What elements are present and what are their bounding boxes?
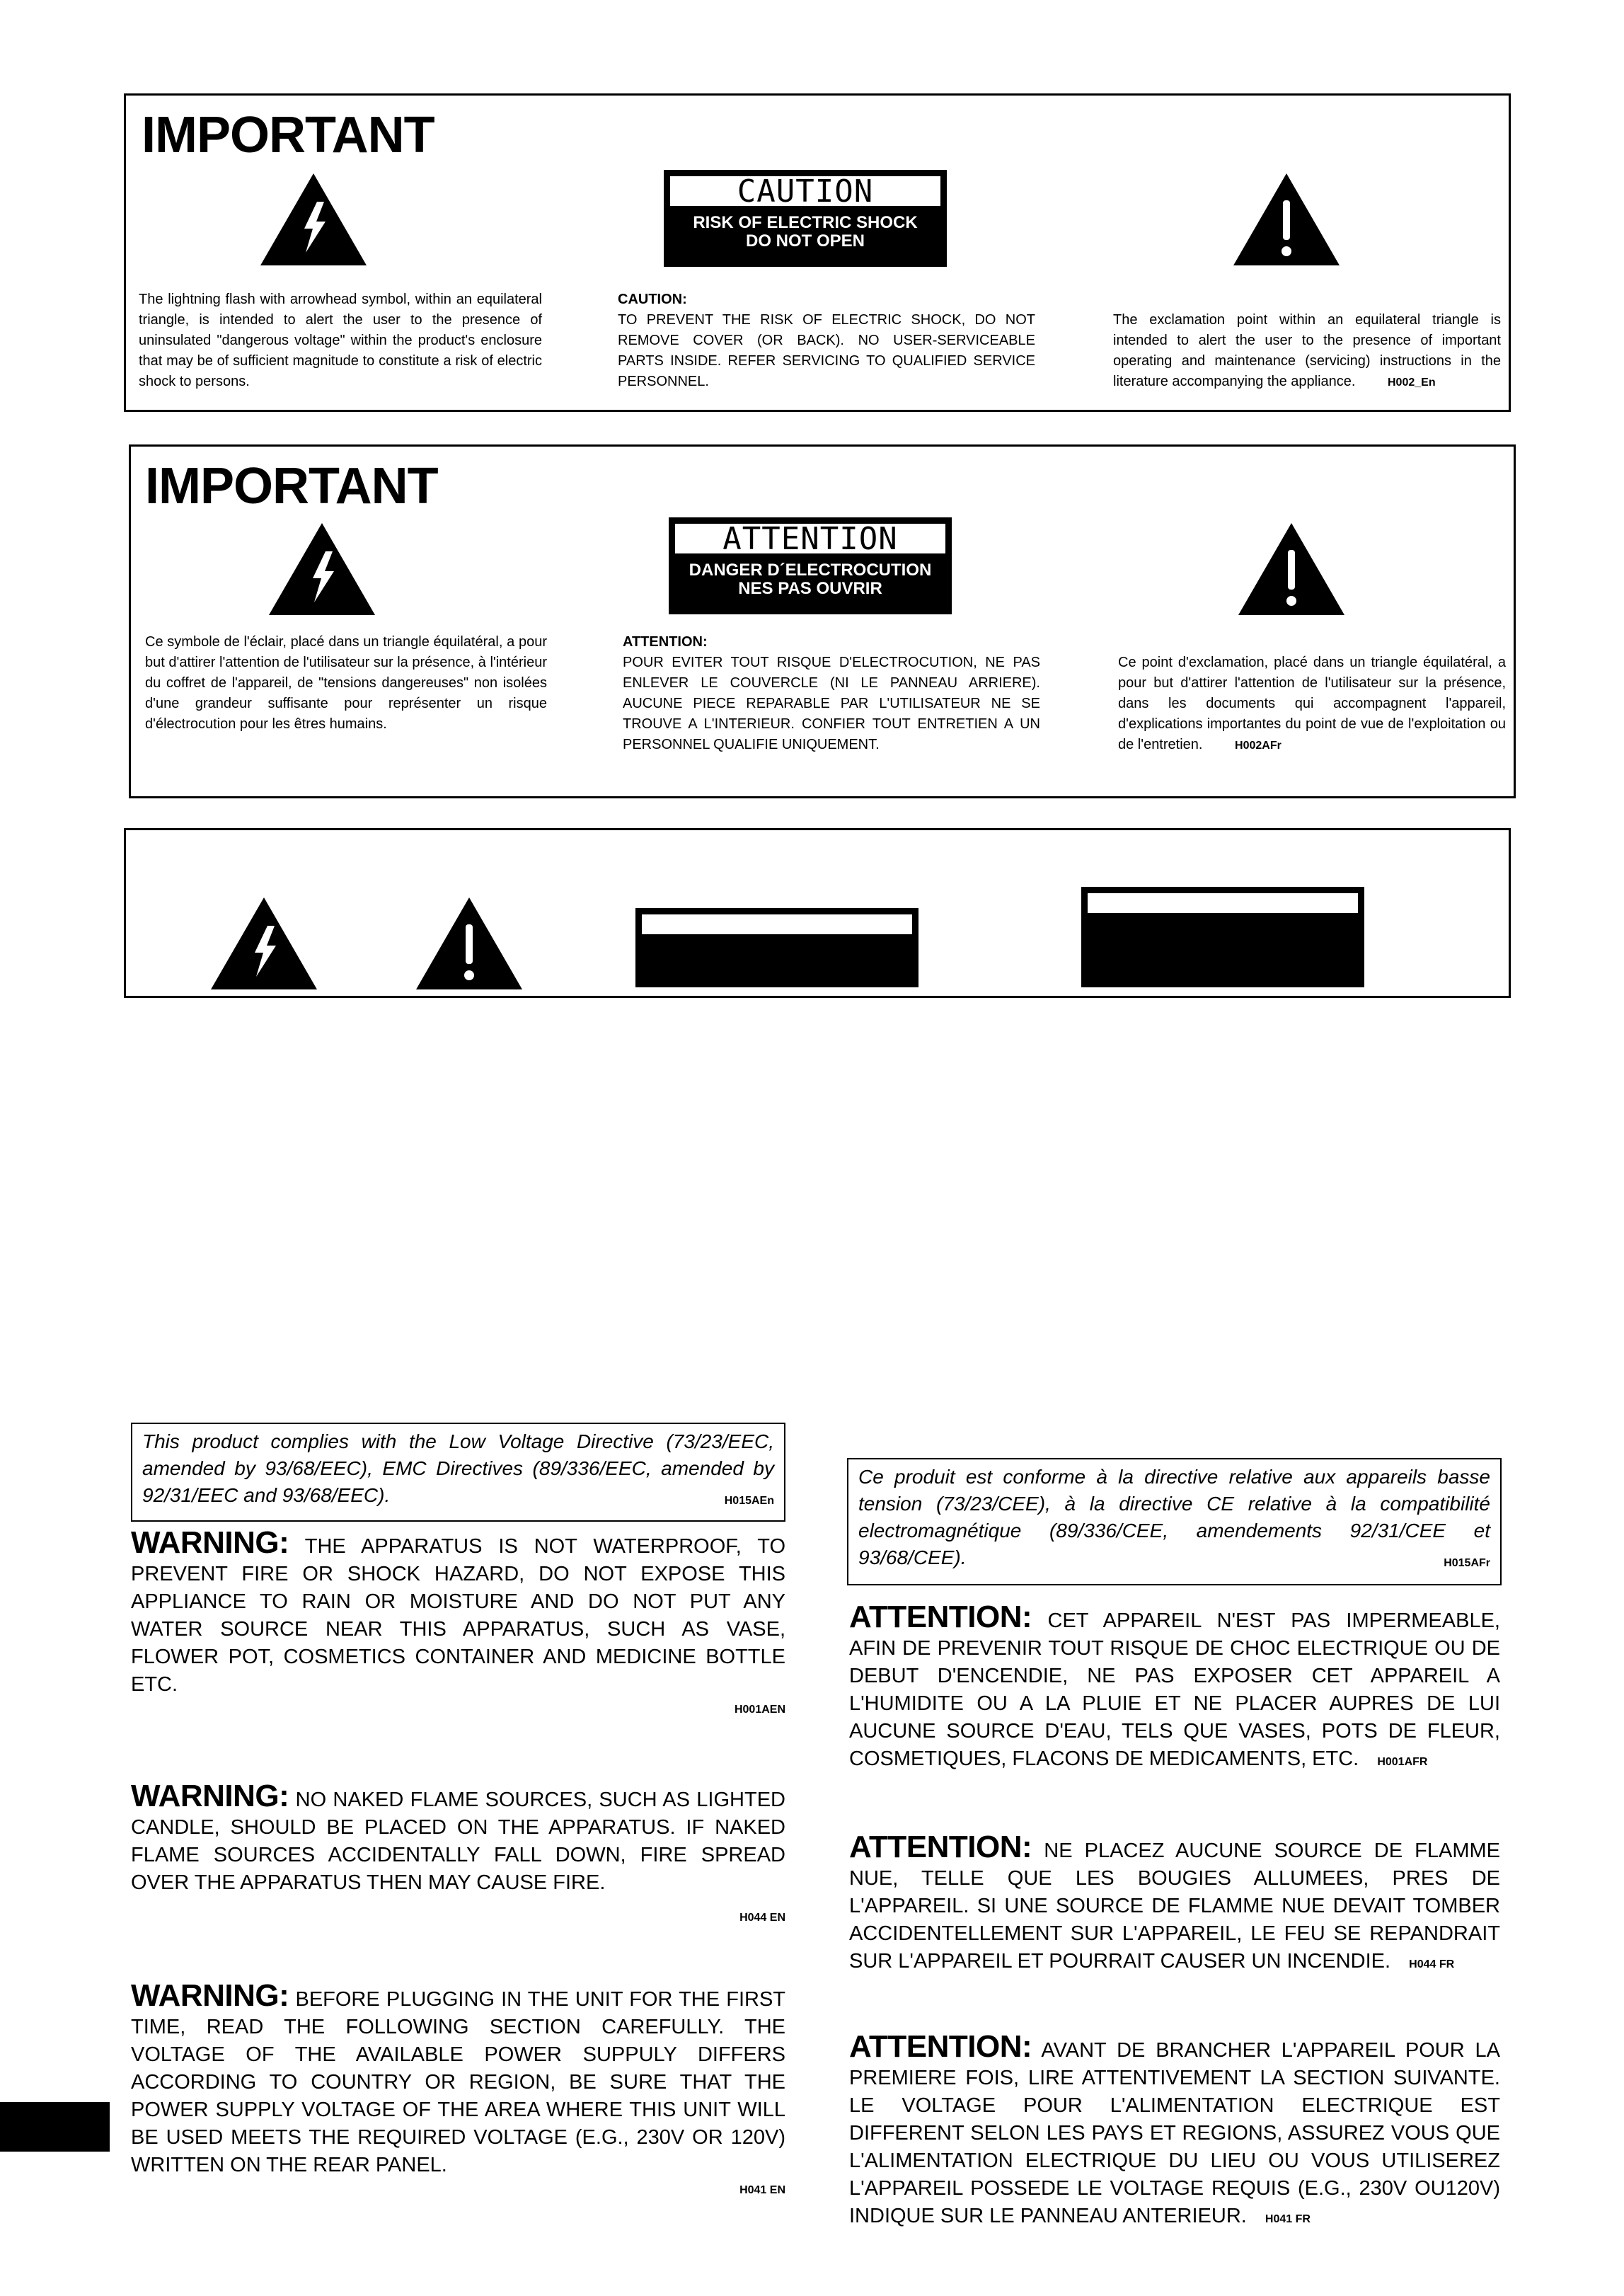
lightning-warning-icon	[269, 523, 375, 615]
caution-sub-line2: DO NOT OPEN	[745, 231, 865, 251]
attention-lead: ATTENTION:	[849, 2029, 1032, 2064]
attention-explanation	[623, 632, 1040, 755]
lightning-explanation: The lightning flash with arrowhead symbol, within an equilateral triangle, is intended to alert the user to the presence of uninsulated "dangerous voltage" within the product's enclosure that may be of sufficient magnitude to constitute a risk of electric shock to persons.	[139, 292, 542, 389]
important-title: IMPORTANT	[145, 458, 438, 515]
compliance-text-fr: Ce produit est conforme à la directive relative aux appareils basse tension (73/23/CEE), à la directive CE relative à la compatibilité electromagnétique (89/336/CEE, amendements 92/31/CEE et 93/68/CEE).	[858, 1466, 1490, 1568]
exclamation-explanation-fr	[1118, 653, 1506, 756]
doc-code: H002_En	[1388, 377, 1436, 389]
attention-voltage	[849, 2029, 1500, 2233]
warning-waterproof	[131, 1525, 785, 1723]
attention-sub-line2: NES PAS OUVRIR	[738, 579, 882, 598]
warning-text: BEFORE PLUGGING IN THE UNIT FOR THE FIRST TIME, READ THE FOLLOWING SECTION CAREFULLY. THE VOLTAGE OF THE AVAILABLE POWER SUPPULY DIFFERS ACCORDING TO COUNTRY OR REGION, BE SURE THAT THE POWER SUPPLY VOLTAGE OF THE AREA WHERE THIS UNIT WILL BE USED MEETS THE REQUIRED VOLTAGE (E.G., 230V OR 120V) WRITTEN ON THE REAR PANEL.	[131, 1988, 785, 2176]
page-corner-tab	[0, 2102, 110, 2152]
exclamation-text: The exclamation point within an equilateral triangle is intended to alert the user to the presence of important operating and maintenance (servicing) instructions in the literature accompanying the appliance.	[1113, 312, 1501, 389]
attention-lead: ATTENTION:	[849, 1600, 1032, 1634]
compliance-note-english	[131, 1423, 785, 1522]
attention-sub-line1: DANGER D´ELECTROCUTION	[689, 561, 932, 580]
attention-text: NE PLACEZ AUCUNE SOURCE DE FLAMME NUE, TELLE QUE LES BOUGIES ALLUMEES, PRES DE L'APPAREIL. SI UNE SOURCE DE FLAMME NUE DEVAIT TOMBER ACCIDENTELLEMENT SUR L'APPAREIL, LE FEU SE REPANDRAIT SUR L'APPAREIL ET POURRAIT CAUSER UN INCENDIE.	[849, 1839, 1500, 1973]
lightning-explanation-fr: Ce symbole de l'éclair, placé dans un triangle équilatéral, a pour but d'attirer l'attention de l'utilisateur sur la présence, à l'intérieur du coffret de l'appareil, de "tensions dangereuses" non isolées d'une grandeur suffisante pour représenter un risque d'électrocution pour les êtres humains.	[145, 634, 547, 732]
attention-text: POUR EVITER TOUT RISQUE D'ELECTROCUTION, NE PAS ENLEVER LE COUVERCLE (NI LE PANNEAU ARRIERE). AUCUNE PIECE REPARABLE PAR L'UTILISATEUR NE SE TROUVE A L'INTERIEUR. CONFIER TOUT ENTRETIEN A UN PERSONNEL QUALIFIE UNIQUEMENT.	[623, 655, 1040, 752]
compliance-note-french	[847, 1458, 1502, 1585]
symbol-box-blank	[124, 828, 1511, 998]
doc-code: H001AEN	[734, 1704, 785, 1716]
blank-label-panel-2	[1081, 887, 1364, 987]
exclamation-warning-icon	[416, 897, 522, 989]
doc-code: H015AEn	[724, 1495, 774, 1507]
caution-explanation	[618, 289, 1035, 392]
blank-label-panel-1	[635, 908, 918, 987]
warning-text: NO NAKED FLAME SOURCES, SUCH AS LIGHTED CANDLE, SHOULD BE PLACED ON THE APPARATUS. IF NAKED FLAME SOURCES ACCIDENTALLY FALL DOWN, FIRE SPREAD OVER THE APPARATUS THEN MAY CAUSE FIRE.	[131, 1789, 785, 1894]
attention-label: ATTENTION	[673, 522, 948, 556]
caution-label: CAUTION	[668, 174, 943, 208]
warning-lead: WARNING:	[131, 1525, 289, 1560]
doc-code: H015AFr	[1444, 1557, 1490, 1569]
caution-sub-line1: RISK OF ELECTRIC SHOCK	[693, 213, 918, 232]
warning-lead: WARNING:	[131, 1978, 289, 2013]
caution-label-panel	[664, 170, 947, 267]
doc-code: H044 FR	[1409, 1958, 1455, 1970]
warning-lead: WARNING:	[131, 1779, 289, 1813]
doc-code: H001AFR	[1377, 1756, 1428, 1768]
important-box-english	[124, 93, 1511, 412]
compliance-text: This product complies with the Low Voltage Directive (73/23/EEC, amended by 93/68/EEC), EMC Directives (89/336/EEC, amended by 92/31/EEC and 93/68/EEC).	[142, 1430, 774, 1506]
warning-text: THE APPARATUS IS NOT WATERPROOF, TO PREVENT FIRE OR SHOCK HAZARD, DO NOT EXPOSE THIS APPLIANCE TO RAIN OR MOISTURE AND DO NOT PUT ANY WATER SOURCE NEAR THIS APPARATUS, SUCH AS VASE, FLOWER POT, COSMETICS CONTAINER AND MEDICINE BOTTLE ETC.	[131, 1535, 785, 1696]
attention-label-panel	[669, 517, 952, 614]
attention-flamme	[849, 1830, 1500, 1978]
exclamation-text-fr: Ce point d'exclamation, placé dans un triangle équilatéral, a pour but d'attirer l'attention de l'utilisateur sur la présence, dans les documents qui accompagnent l'appareil, d'explications importantes du point de vue de l'exploitation ou de l'entretien.	[1118, 655, 1506, 752]
attention-heading: ATTENTION:	[623, 634, 708, 650]
doc-code: H044 EN	[739, 1912, 785, 1924]
attention-text: AVANT DE BRANCHER L'APPAREIL POUR LA PREMIERE FOIS, LIRE ATTENTIVEMENT LA SECTION SUIVANTE. LE VOLTAGE POUR L'ALIMENTATION ELECTRIQUE EST DIFFERENT SELON LES PAYS ET REGIONS, ASSUREZ VOUS QUE L'ALIMENTATION ELECTRIQUE DU LIEU OU VOUS UTILISEREZ L'APPAREIL POSSEDE LE VOLTAGE REQUIS (E.G., 230V OU120V) INDIQUE SUR LE PANNEAU ANTERIEUR.	[849, 2039, 1500, 2227]
important-title: IMPORTANT	[142, 107, 434, 163]
attention-impermeable	[849, 1600, 1500, 1776]
warning-voltage	[131, 1978, 785, 2204]
lightning-warning-icon	[260, 173, 367, 265]
doc-code: H041 EN	[739, 2184, 785, 2196]
exclamation-warning-icon	[1238, 523, 1344, 615]
exclamation-explanation	[1113, 310, 1501, 393]
doc-code: H002AFr	[1235, 740, 1282, 752]
warning-naked-flame	[131, 1779, 785, 1931]
caution-heading: CAUTION:	[618, 292, 687, 307]
lightning-warning-icon	[211, 897, 317, 989]
caution-text: TO PREVENT THE RISK OF ELECTRIC SHOCK, DO NOT REMOVE COVER (OR BACK). NO USER-SERVICEABLE PARTS INSIDE. REFER SERVICING TO QUALIFIED SERVICE PERSONNEL.	[618, 312, 1035, 389]
attention-lead: ATTENTION:	[849, 1830, 1032, 1864]
doc-code: H041 FR	[1265, 2213, 1311, 2225]
important-box-french	[129, 444, 1516, 798]
attention-text: CET APPAREIL N'EST PAS IMPERMEABLE, AFIN DE PREVENIR TOUT RISQUE DE CHOC ELECTRIQUE OU DE DEBUT D'ENCENDIE, NE PAS EXPOSER CET APPAREIL A L'HUMIDITE OU A LA PLUIE ET NE PLACER AUPRES DE LUI AUCUNE SOURCE D'EAU, TELS QUE VASES, POTS DE FLEUR, COSMETIQUES, FLACONS DE MEDICAMENTS, ETC.	[849, 1609, 1500, 1770]
exclamation-warning-icon	[1233, 173, 1340, 265]
